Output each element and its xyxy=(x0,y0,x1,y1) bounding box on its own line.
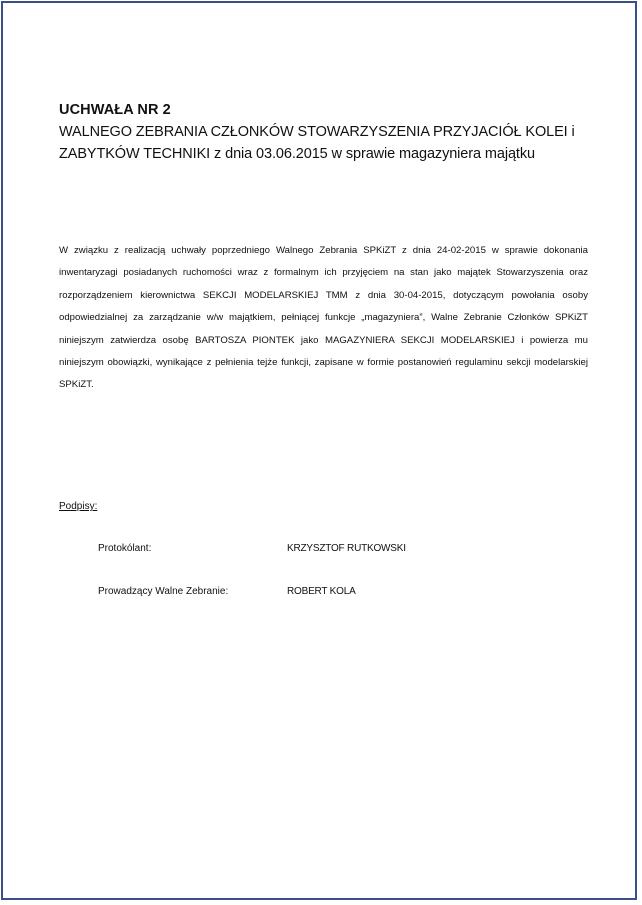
resolution-title-line-2: ZABYTKÓW TECHNIKI z dnia 03.06.2015 w sprawie magazyniera majątku xyxy=(59,146,535,162)
signature-person: ROBERT KOLA xyxy=(287,586,356,597)
resolution-number: UCHWAŁA NR 2 xyxy=(59,102,171,118)
resolution-title xyxy=(59,100,599,165)
signatures-heading: Podpisy: xyxy=(59,501,98,512)
signature-role: Prowadzący Walne Zebranie: xyxy=(98,586,229,597)
resolution-body: W związku z realizacją uchwały poprzedniego Walnego Zebrania SPKiZT z dnia 24-02-2015 w sprawie dokonania inwentaryzagi posiadanych ruchomości wraz z formalnym ich przyjęciem na stan jako majątek Stowarzyszenia oraz rozporządzeniem kierownictwa SEKCJI MODELARSKIEJ TMM z dnia 30-04-2015, dotyczącym powołania osoby odpowiedzialnej za zarządzanie w/w majątkiem, pełniącej funkcje „magazyniera”, Walne Zebranie Członków SPKiZT niniejszym zatwierdza osobę BARTOSZA PIONTEK jako MAGAZYNIERA SEKCJI MODELARSKIEJ i powierza mu niniejszym obowiązki, wynikające z pełnienia tejże funkcji, zapisane w formie postanowień regulaminu sekcji modelarskiej SPKiZT. xyxy=(59,245,588,391)
document-page xyxy=(1,1,637,900)
signature-person: KRZYSZTOF RUTKOWSKI xyxy=(287,543,406,554)
resolution-title-line-1: WALNEGO ZEBRANIA CZŁONKÓW STOWARZYSZENIA PRZYJACIÓŁ KOLEI i xyxy=(59,124,575,140)
signature-role: Protokólant: xyxy=(98,543,152,554)
